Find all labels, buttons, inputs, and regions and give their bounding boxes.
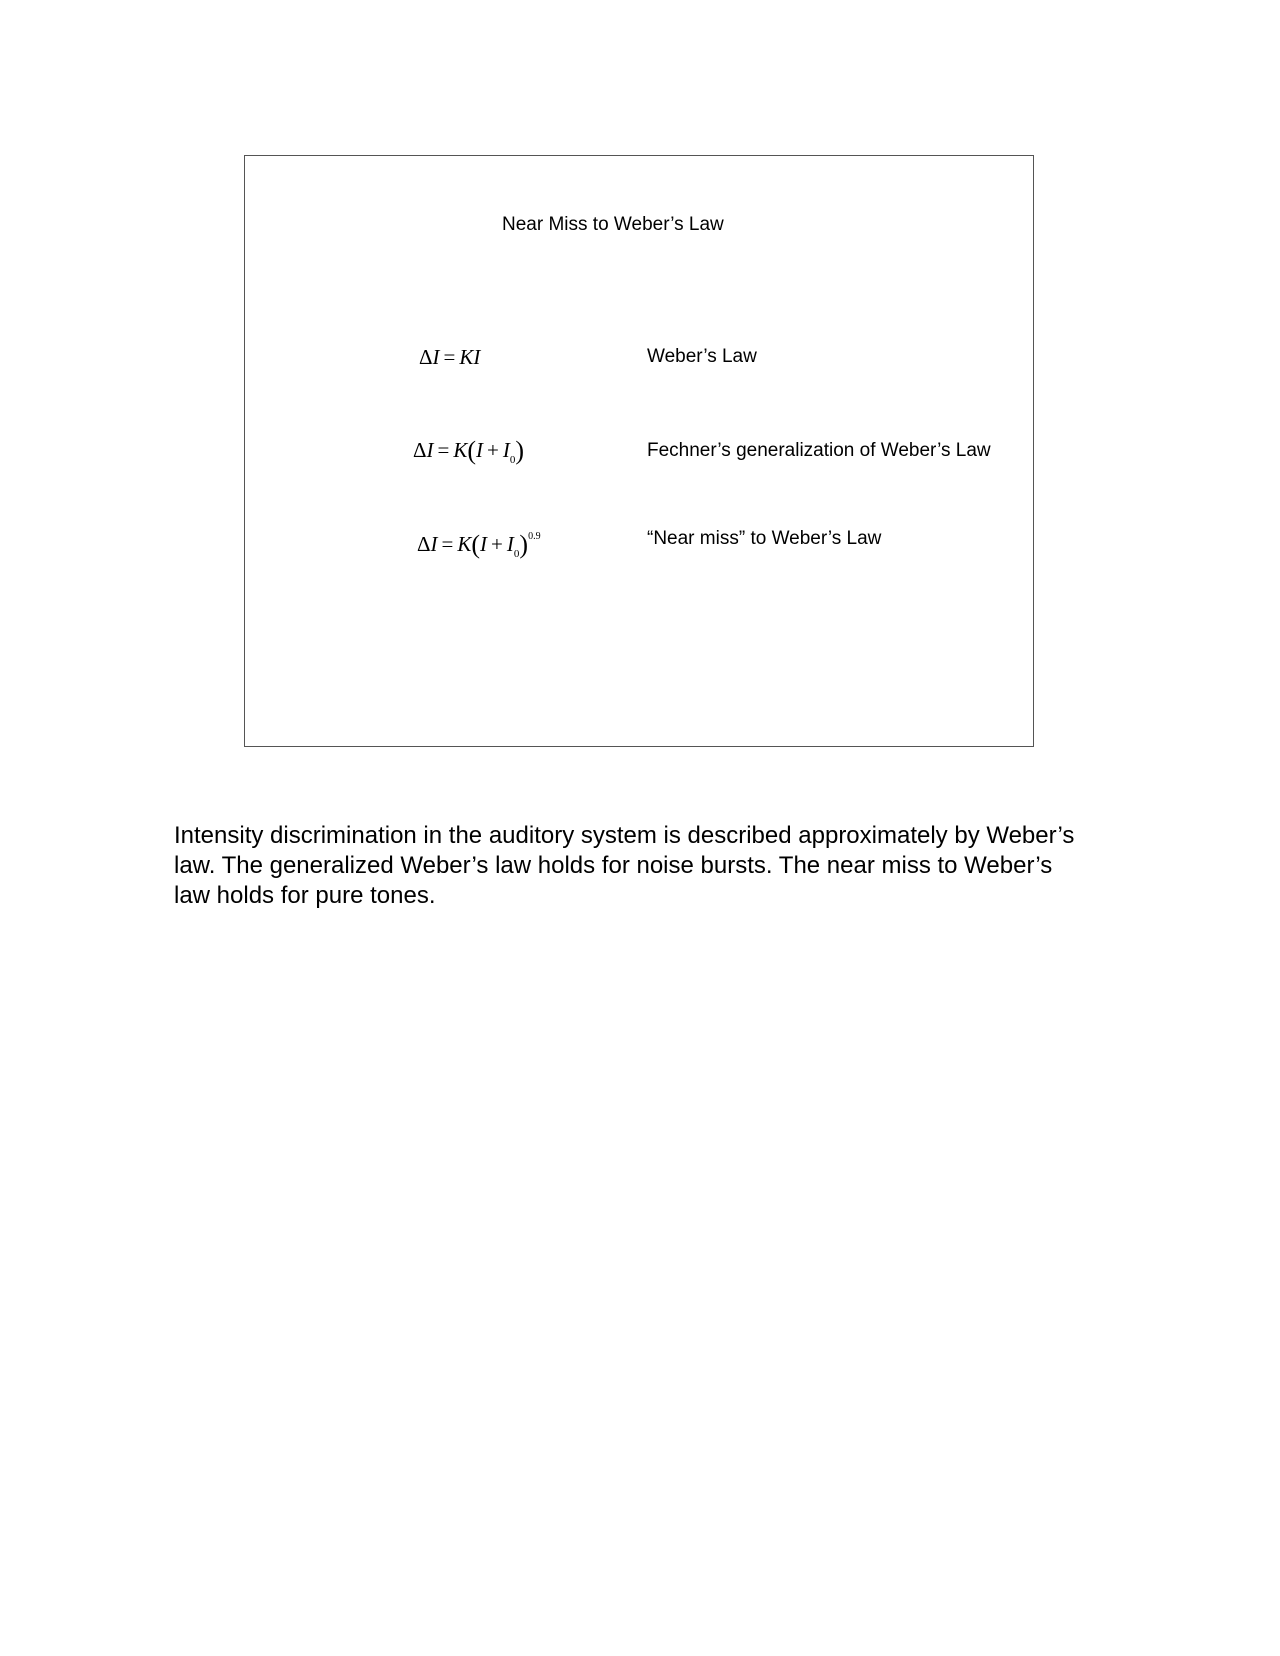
formula-variable: I [432,345,440,369]
delta-symbol: Δ [417,532,431,556]
equals-sign: = [441,532,454,556]
close-paren: ) [519,530,529,559]
weber-law-label: Weber’s Law [647,346,757,367]
formula-variable: I [506,532,514,556]
formula-variable: I [502,438,510,462]
exponent: 0.9 [528,531,541,542]
caption-paragraph: Intensity discrimination in the auditory system is described approximately by Weber’s law. The generalized Weber’s law holds for noise bursts. The near miss to Weber’s law holds for pure tones. [174,822,1075,909]
formula-variable: I [430,532,438,556]
plus-sign: + [491,532,503,556]
formula-term: KI [459,345,481,369]
equals-sign: = [443,345,456,369]
delta-symbol: Δ [413,438,427,462]
subscript: 0 [509,454,516,466]
plus-sign: + [487,438,499,462]
near-miss-formula [417,530,541,560]
formula-variable: I [426,438,434,462]
open-paren: ( [467,436,477,465]
slide-title: Near Miss to Weber’s Law [502,214,724,235]
formula-variable: I [480,532,488,556]
formula-constant: K [453,438,468,462]
slide-frame [244,155,1034,747]
formula-constant: K [457,532,472,556]
delta-symbol: Δ [419,345,433,369]
near-miss-label: “Near miss” to Weber’s Law [647,528,882,549]
close-paren: ) [515,436,525,465]
fechner-label: Fechner’s generalization of Weber’s Law [647,440,991,461]
equals-sign: = [437,438,450,462]
weber-law-formula [419,345,480,370]
open-paren: ( [471,530,481,559]
subscript: 0 [513,548,520,560]
fechner-formula [413,436,524,466]
formula-variable: I [476,438,484,462]
